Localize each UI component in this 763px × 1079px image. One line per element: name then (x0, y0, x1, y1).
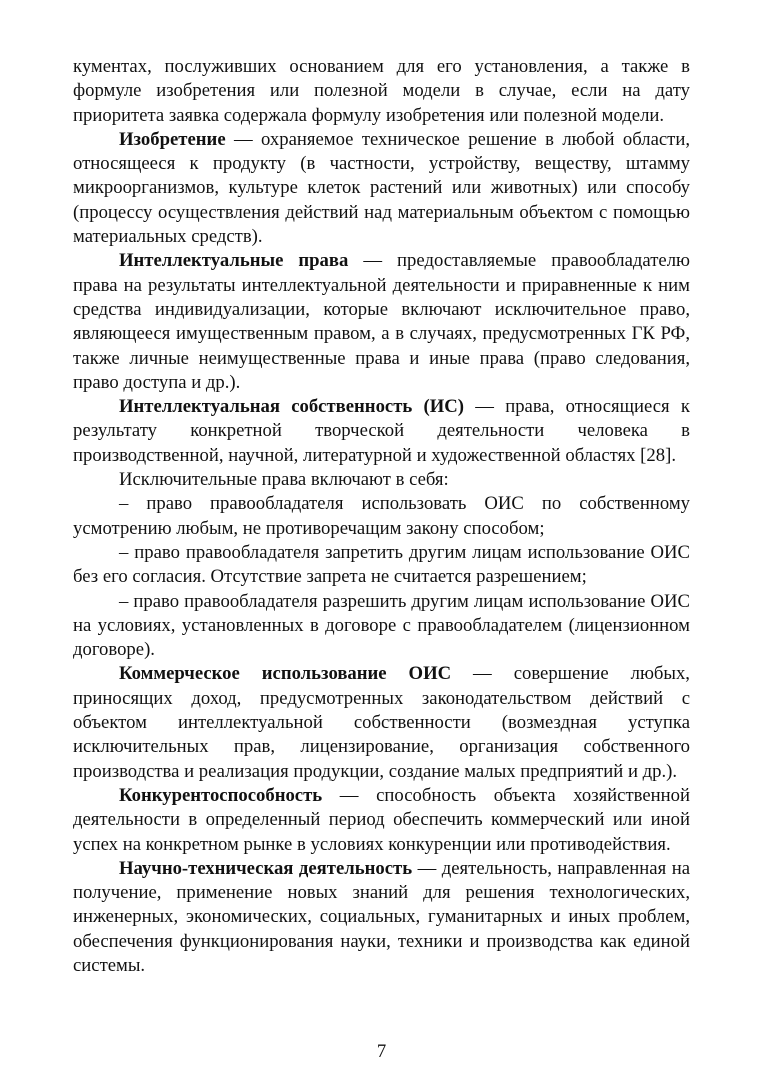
definition-commercial-use (73, 662, 690, 783)
list-item-right-permit (73, 590, 690, 663)
definition-text: — предоставляемые правообладателю права на результаты интеллектуальной деятельности и приравненные к ним средства индивидуализации, которые включают исключительное право, являющееся имущественным правом, а в случаях, предусмотренных ГК РФ, также личные неимущественные права и иные права (право следования, право доступа и др.). (73, 250, 690, 393)
term: Научно-техническая деятельность (119, 857, 413, 879)
definition-invention (73, 128, 690, 249)
term: Конкурентоспособность (119, 784, 323, 806)
definition-text: — способность объекта хозяйственной деятельности в определенный период обеспечить коммерческий или иной успех на конкретном рынке в условиях конкуренции или противодействия. (73, 784, 690, 855)
definition-text: — права, относящиеся к результату конкретной творческой деятельности человека в производственной, научной, литературной и художественной областях [28]. (73, 396, 690, 466)
page-number: 7 (376, 1041, 387, 1062)
paragraph-continuation (73, 55, 690, 128)
definition-competitiveness (73, 784, 690, 857)
list-item-text: – право правообладателя разрешить другим лицам использование ОИС на условиях, установленных в договоре с правообладателем (лицензионном договоре). (73, 590, 690, 661)
definition-scientific-activity (73, 857, 690, 978)
term: Изобретение (119, 128, 226, 150)
list-item-text: – право правообладателя запретить другим лицам использование ОИС без его согласия. Отсутствие запрета не считается разрешением; (73, 541, 690, 588)
term: Коммерческое использование ОИС (119, 663, 452, 685)
paragraph-text: Исключительные права включают в себя: (119, 469, 449, 491)
exclusive-rights-intro (73, 468, 690, 492)
list-item-text: – право правообладателя использовать ОИС по собственному усмотрению любым, не противоречащим закону способом; (73, 493, 690, 539)
definition-intellectual-property (73, 395, 690, 468)
definition-intellectual-rights (73, 249, 690, 395)
definition-text: — совершение любых, приносящих доход, предусмотренных законодательством действий с объектом интеллектуальной собственности (возмездная уступка исключительных прав, лицензирование, организация собственного производства и реализация продукции, создание малых предприятий и др.). (73, 663, 690, 782)
definition-text: — деятельность, направленная на получение, применение новых знаний для решения технологических, инженерных, экономических, социальных, гуманитарных и иных проблем, обеспечения функционирования науки, техники и производства как единой системы. (73, 857, 690, 976)
list-item-right-prohibit (73, 541, 690, 590)
list-item-right-use (73, 492, 690, 541)
paragraph-text: кументах, послуживших основанием для его установления, а также в формуле изобретения или полезной модели в случае, если на дату приоритета заявка содержала формулу изобретения или полезной модели. (73, 56, 690, 126)
document-page (73, 55, 690, 978)
term: Интеллектуальные права (119, 250, 349, 272)
definition-text: — охраняемое техническое решение в любой области, относящееся к продукту (в частности, устройству, веществу, штамму микроорганизмов, культуре клеток растений или животных) или способу (процессу осуществления действий над материальным объектом с помощью материальных средств). (73, 128, 690, 248)
term: Интеллектуальная собственность (ИС) (119, 396, 464, 418)
